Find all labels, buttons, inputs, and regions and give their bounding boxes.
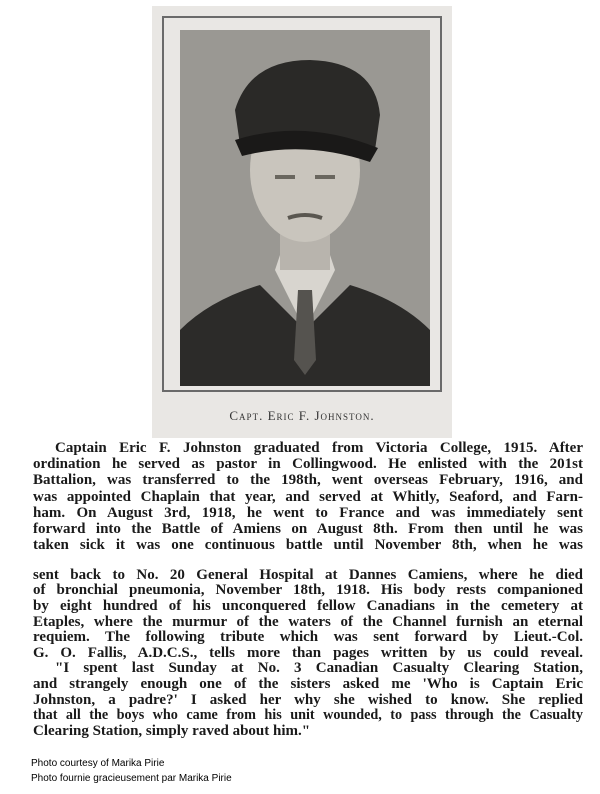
article-line: Clearing Station, simply raved about him." — [33, 723, 311, 739]
article-line: Captain Eric F. Johnston graduated from Victoria College, 1915. After — [55, 440, 583, 456]
article-line: sent back to No. 20 General Hospital at Dannes Camiens, where he died — [33, 567, 583, 583]
article-line: that all the boys who came from his unit wounded, to pass through the Casualty — [33, 707, 583, 723]
portrait-illustration — [180, 30, 430, 386]
article-line: Etaples, where the murmur of the waters of the Channel furnish an eternal — [33, 614, 583, 630]
article-line: ham. On August 3rd, 1918, he went to France and was immediately sent — [33, 505, 583, 521]
portrait-frame — [152, 6, 452, 438]
article-line: Johnston, a padre?' I asked her why she wished to know. She replied — [33, 692, 583, 708]
photo-credit-en: Photo courtesy of Marika Pirie — [31, 758, 165, 769]
subject-name: Captain Eric F. Johnston — [55, 440, 242, 456]
article-line: Battalion, was transferred to the 198th, went overseas February, 1916, and — [33, 472, 583, 488]
article-line: was appointed Chaplain that year, and served at Whitly, Seaford, and Farn- — [33, 489, 583, 505]
portrait-photo — [180, 30, 430, 386]
photo-caption: Capt. Eric F. Johnston. — [229, 408, 375, 423]
article-line: taken sick it was one continuous battle until November 8th, when he was — [33, 537, 583, 553]
article-line: forward into the Battle of Amiens on August 8th. From then until he was — [33, 521, 583, 537]
article-line: of bronchial pneumonia, November 18th, 1918. His body rests companioned — [33, 582, 583, 598]
article-line: and strangely enough one of the sisters asked me 'Who is Captain Eric — [33, 676, 583, 692]
article-line: ordination he served as pastor in Collingwood. He enlisted with the 201st — [33, 456, 583, 472]
article-line: "I spent last Sunday at No. 3 Canadian Casualty Clearing Station, — [55, 660, 583, 676]
article-line: by eight hundred of his unconquered fellow Canadians in the cemetery at — [33, 598, 583, 614]
article-line: G. O. Fallis, A.D.C.S., tells more than pages written by us could reveal. — [33, 645, 583, 661]
article-line: requiem. The following tribute which was sent forward by Lieut.-Col. — [33, 629, 583, 645]
photo-credit-fr: Photo fournie gracieusement par Marika Pirie — [31, 773, 232, 784]
